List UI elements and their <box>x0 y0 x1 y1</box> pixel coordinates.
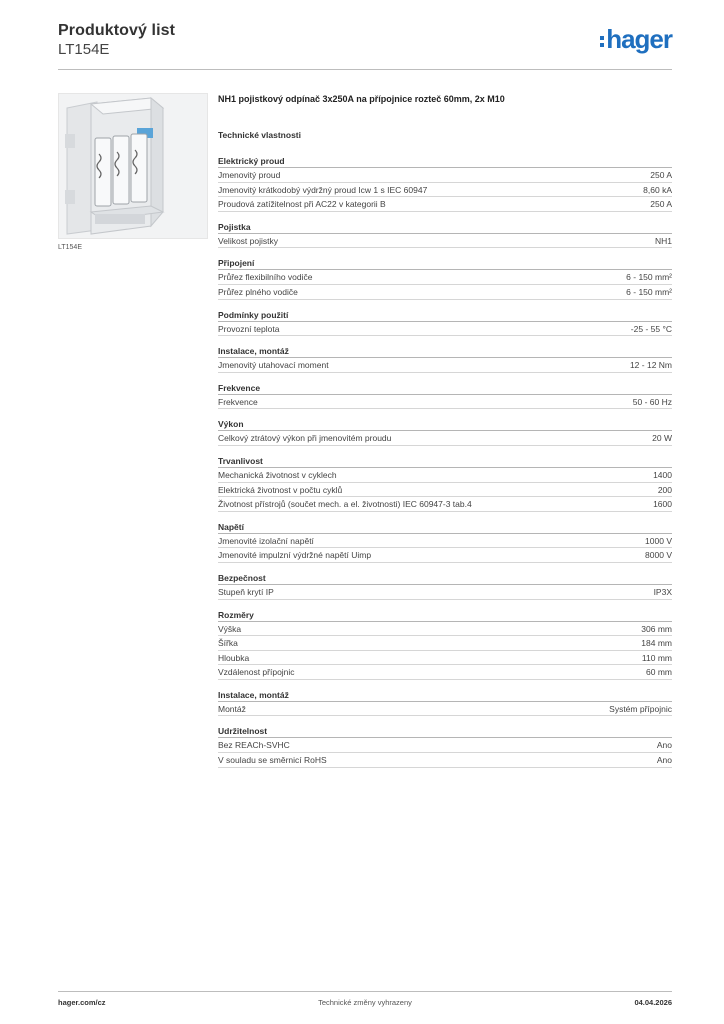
spec-label: Průřez flexibilního vodiče <box>218 272 313 283</box>
spec-label: Výška <box>218 623 242 634</box>
spec-label: Jmenovitý proud <box>218 170 281 180</box>
spec-row <box>218 168 672 183</box>
spec-row <box>218 753 672 768</box>
spec-value: 250 A <box>650 170 672 180</box>
spec-value: 1000 V <box>645 535 672 546</box>
spec-row <box>218 622 672 637</box>
spec-row <box>218 322 672 337</box>
spec-label: Hloubka <box>218 652 250 663</box>
spec-label: Velikost pojistky <box>218 235 278 246</box>
spec-value: IP3X <box>653 586 672 597</box>
footer-website-link[interactable]: hager.com/cz <box>58 998 106 1007</box>
section-title: Trvanlivost <box>218 455 672 468</box>
spec-section <box>218 257 672 299</box>
spec-value: 184 mm <box>641 638 672 649</box>
specifications-panel <box>218 94 672 777</box>
spec-section <box>218 521 672 563</box>
section-title: Frekvence <box>218 382 672 395</box>
header-divider <box>58 69 672 70</box>
spec-row <box>218 534 672 549</box>
spec-value: 306 mm <box>641 623 672 634</box>
product-image <box>58 93 208 239</box>
section-title: Rozměry <box>218 609 672 622</box>
section-title: Připojení <box>218 257 672 270</box>
spec-value: Systém přípojnic <box>609 703 672 714</box>
spec-value: 1400 <box>653 469 672 480</box>
spec-row <box>218 702 672 717</box>
spec-value: 12 - 12 Nm <box>629 360 672 371</box>
hager-logo[interactable] <box>600 26 672 52</box>
spec-row <box>218 497 672 512</box>
spec-value: 6 - 150 mm² <box>626 286 672 297</box>
logo-dots-icon <box>600 36 604 47</box>
spec-row <box>218 270 672 285</box>
spec-section <box>218 725 672 767</box>
spec-section <box>218 455 672 512</box>
technical-properties-heading: Technické vlastnosti <box>218 130 301 140</box>
fuse-switch-illustration-icon <box>59 94 208 239</box>
section-title: Podmínky použití <box>218 309 672 322</box>
spec-label: Frekvence <box>218 396 258 407</box>
spec-label: Vzdálenost přípojnic <box>218 667 295 678</box>
spec-label: Elektrická životnost v počtu cyklů <box>218 484 343 495</box>
spec-section <box>218 309 672 337</box>
spec-value: Ano <box>656 755 672 766</box>
spec-value: 50 - 60 Hz <box>632 396 672 407</box>
spec-section <box>218 572 672 600</box>
spec-section <box>218 418 672 446</box>
spec-row <box>218 548 672 563</box>
spec-label: Jmenovité impulzní výdržné napětí Uimp <box>218 550 372 561</box>
spec-value: 110 mm <box>641 652 672 663</box>
spec-value: 6 - 150 mm² <box>626 272 672 283</box>
spec-row <box>218 665 672 680</box>
spec-row <box>218 585 672 600</box>
spec-section <box>218 382 672 410</box>
section-title: Výkon <box>218 418 672 431</box>
page-header <box>58 22 672 70</box>
spec-value: 60 mm <box>646 667 672 678</box>
spec-row <box>218 197 672 212</box>
spec-label: Průřez plného vodiče <box>218 286 298 297</box>
spec-label: Jmenovitý utahovací moment <box>218 360 329 371</box>
spec-label: Montáž <box>218 703 246 714</box>
spec-label: Jmenovité izolační napětí <box>218 535 314 546</box>
section-title: Instalace, montáž <box>218 345 672 358</box>
spec-row <box>218 395 672 410</box>
spec-row <box>218 636 672 651</box>
product-description: NH1 pojistkový odpínač 3x250A na přípojnice rozteč 60mm, 2x M10 <box>218 94 505 104</box>
section-title: Bezpečnost <box>218 572 672 585</box>
spec-row <box>218 431 672 446</box>
spec-label: Proudová zatížitelnost při AC22 v kategorii B <box>218 199 386 210</box>
spec-value: 1600 <box>653 499 672 510</box>
spec-section <box>218 221 672 249</box>
spec-label: Celkový ztrátový výkon při jmenovitém proudu <box>218 433 392 444</box>
section-title: Instalace, montáž <box>218 689 672 702</box>
section-title: Udržitelnost <box>218 725 672 738</box>
section-title: Napětí <box>218 521 672 534</box>
spec-section <box>218 345 672 373</box>
product-code: LT154E <box>58 41 110 58</box>
spec-value: 250 A <box>650 199 672 210</box>
spec-row <box>218 358 672 373</box>
spec-label: Životnost přístrojů (součet mech. a el. životnosti) IEC 60947-3 tab.4 <box>218 499 472 510</box>
footer-disclaimer: Technické změny vyhrazeny <box>318 998 412 1007</box>
spec-row <box>218 285 672 300</box>
spec-section <box>218 689 672 717</box>
spec-row <box>218 234 672 249</box>
spec-label: Provozní teplota <box>218 323 280 334</box>
spec-row <box>218 183 672 198</box>
logo-text: hager <box>606 24 672 54</box>
spec-label: Mechanická životnost v cyklech <box>218 469 337 480</box>
footer-divider <box>58 991 672 992</box>
spec-value: 8000 V <box>645 550 672 561</box>
spec-label: Jmenovitý krátkodobý výdržný proud Icw 1 s IEC 60947 <box>218 184 428 195</box>
spec-value: -25 - 55 °C <box>630 323 672 334</box>
spec-value: 20 W <box>652 433 672 444</box>
page-title: Produktový list <box>58 22 176 39</box>
spec-label: Bez REACh-SVHC <box>218 740 290 751</box>
spec-label: Stupeň krytí IP <box>218 586 274 597</box>
spec-row <box>218 468 672 483</box>
spec-section <box>218 609 672 680</box>
spec-sections <box>218 155 672 768</box>
spec-row <box>218 483 672 498</box>
footer-date: 04.04.2026 <box>634 998 672 1007</box>
section-title: Elektrický proud <box>218 155 672 168</box>
spec-label: Šířka <box>218 638 238 649</box>
spec-row <box>218 651 672 666</box>
section-title: Pojistka <box>218 221 672 234</box>
spec-value: 200 <box>657 484 672 495</box>
image-caption: LT154E <box>58 244 82 251</box>
spec-row <box>218 738 672 753</box>
spec-section <box>218 155 672 212</box>
spec-value: NH1 <box>654 235 672 246</box>
spec-value: Ano <box>656 740 672 751</box>
spec-label: V souladu se směrnicí RoHS <box>218 755 327 766</box>
spec-value: 8,60 kA <box>643 184 672 195</box>
